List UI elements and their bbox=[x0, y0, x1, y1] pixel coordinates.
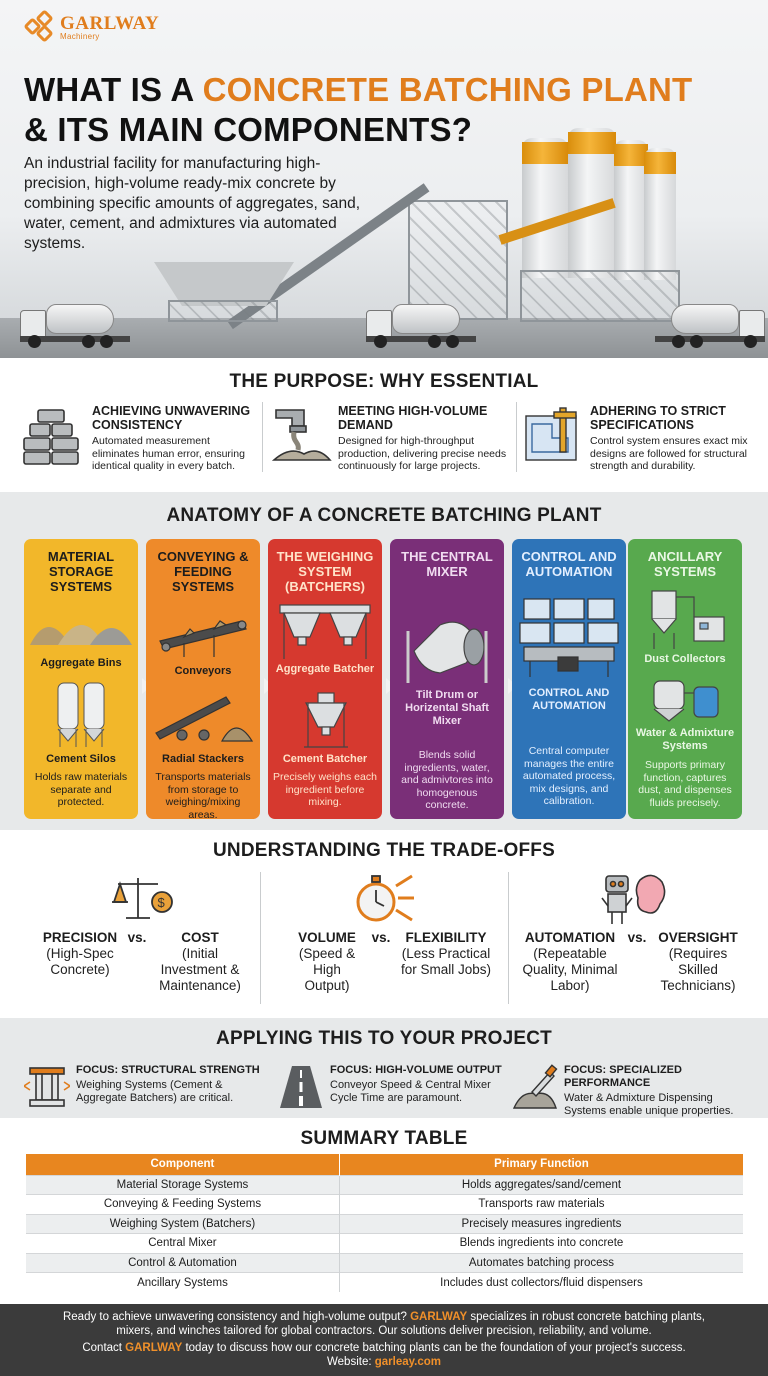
divider bbox=[508, 872, 509, 1004]
summary-section bbox=[0, 1118, 768, 1304]
table-cell: Ancillary Systems bbox=[26, 1273, 339, 1293]
table-header-row bbox=[26, 1154, 743, 1175]
radial-stacker-icon bbox=[152, 689, 254, 750]
svg-text:$: $ bbox=[157, 895, 165, 910]
card-weighing-system bbox=[268, 539, 382, 819]
purpose-title: THE PURPOSE: WHY ESSENTIAL bbox=[229, 371, 539, 392]
tradeoff-left-sub: (Repeatable Quality, Minimal Labor) bbox=[522, 946, 618, 993]
card-description: Central computer manages the entire automated process, mix designs, and calibration. bbox=[522, 745, 616, 807]
tradeoff-volume-flexibility bbox=[292, 930, 492, 994]
trowel-icon bbox=[512, 1064, 558, 1110]
table-row bbox=[26, 1234, 743, 1254]
table-cell: Material Storage Systems bbox=[26, 1175, 339, 1195]
purpose-body: Automated measurement eliminates human error, ensuring identical quality in every batch. bbox=[92, 435, 245, 472]
purpose-body: Control system ensures exact mix designs are followed for structural strength and durability. bbox=[590, 435, 748, 472]
card-description: Blends solid ingredients, water, and admivtores into homogenous concrete. bbox=[401, 749, 493, 811]
divider bbox=[262, 402, 263, 472]
card-title: THE WEIGHING SYSTEM (BATCHERS) bbox=[276, 549, 374, 594]
tradeoff-right: FLEXIBILITY bbox=[405, 930, 487, 945]
stacked-blocks-icon bbox=[20, 404, 82, 466]
footer-line: mixers, and winches tailored for global contractors. Our solutions deliver precision, reliability, and volume. bbox=[116, 1325, 652, 1337]
anatomy-section bbox=[0, 492, 768, 830]
intro-text: An industrial facility for manufacturing high-precision, high-volume ready-mix concrete by combining specific amounts of aggregates, sand, water, cement, and admixtures via automated systems. bbox=[24, 155, 361, 252]
card-label: Aggregate Batcher bbox=[275, 663, 375, 675]
card-title: THE CENTRAL MIXER bbox=[401, 549, 493, 579]
table-row bbox=[26, 1175, 743, 1195]
hexagon-logo-icon bbox=[24, 12, 54, 42]
table-cell: Includes dust collectors/fluid dispensers bbox=[339, 1273, 743, 1293]
card-label: Cement Batcher bbox=[282, 753, 368, 765]
summary-table bbox=[26, 1154, 743, 1292]
purpose-heading: MEETING HIGH-VOLUME DEMAND bbox=[338, 404, 488, 432]
conveyor-belt-icon bbox=[154, 611, 252, 664]
table-row bbox=[26, 1273, 743, 1293]
website-link[interactable]: garleay.com bbox=[374, 1356, 441, 1368]
card-material-storage bbox=[24, 539, 138, 819]
aggregate-batcher-icon bbox=[276, 601, 374, 666]
tradeoff-right: OVERSIGHT bbox=[658, 930, 738, 945]
table-cell: Conveying & Feeding Systems bbox=[26, 1195, 339, 1215]
brand-name: GARLWAY bbox=[60, 12, 160, 34]
footer-brand: GARLWAY bbox=[410, 1311, 468, 1323]
dust-collector-icon bbox=[638, 587, 732, 656]
purpose-item-specifications bbox=[522, 404, 762, 473]
apply-title: APPLYING THIS TO YOUR PROJECT bbox=[216, 1028, 552, 1049]
table-cell: Holds aggregates/sand/cement bbox=[339, 1175, 743, 1195]
table-cell: Control & Automation bbox=[26, 1253, 339, 1273]
purpose-body: Designed for high-throughput production, delivering precise needs continuously for large projects. bbox=[338, 435, 507, 472]
tradeoff-left: VOLUME bbox=[298, 930, 356, 945]
page-title-accent: CONCRETE BATCHING PLANT bbox=[202, 71, 693, 108]
tradeoff-left: PRECISION bbox=[42, 930, 118, 945]
card-label: Dust Collectors bbox=[644, 653, 726, 665]
table-cell: Transports raw materials bbox=[339, 1195, 743, 1215]
brand-logo[interactable] bbox=[24, 12, 159, 42]
apply-item-specialized bbox=[512, 1064, 752, 1118]
purpose-section bbox=[0, 358, 768, 492]
summary-title: SUMMARY TABLE bbox=[300, 1128, 468, 1149]
tradeoff-right-sub: (Less Practical for Small Jobs) bbox=[400, 946, 492, 977]
card-label: Conveyors bbox=[174, 665, 232, 677]
apply-body: Weighing Systems (Cement & Aggregate Batchers) are critical. bbox=[76, 1079, 234, 1104]
column-icon bbox=[24, 1064, 70, 1110]
tradeoff-left-sub: (Speed & High Output) bbox=[298, 946, 356, 993]
table-row bbox=[26, 1253, 743, 1273]
divider bbox=[516, 402, 517, 472]
apply-item-high-volume bbox=[278, 1064, 518, 1110]
table-cell: Blends ingredients into concrete bbox=[339, 1234, 743, 1254]
control-room-monitors-icon bbox=[518, 595, 620, 684]
apply-heading: FOCUS: STRUCTURAL STRENGTH bbox=[76, 1064, 260, 1076]
balance-scale-icon bbox=[110, 872, 174, 929]
apply-body: Conveyor Speed & Central Mixer Cycle Time are paramount. bbox=[330, 1079, 491, 1104]
card-title: CONVEYING & FEEDING SYSTEMS bbox=[157, 549, 249, 594]
tradeoff-left: AUTOMATION bbox=[524, 930, 616, 945]
water-tank-icon bbox=[650, 673, 722, 730]
apply-section bbox=[0, 1018, 768, 1118]
purpose-heading: ACHIEVING UNWAVERING CONSISTENCY bbox=[92, 404, 251, 432]
tradeoffs-title: UNDERSTANDING THE TRADE-OFFS bbox=[213, 840, 555, 861]
table-header: Component bbox=[26, 1154, 339, 1175]
tradeoffs-section bbox=[0, 830, 768, 1018]
pipe-pouring-icon bbox=[270, 404, 332, 466]
table-header: Primary Function bbox=[339, 1154, 743, 1175]
page-title: WHAT IS A CONCRETE BATCHING PLANT & ITS MAIN COMPONENTS? bbox=[24, 71, 693, 148]
aggregate-piles-icon bbox=[30, 605, 132, 652]
purpose-item-consistency bbox=[20, 404, 260, 473]
card-title: CONTROL AND AUTOMATION bbox=[521, 549, 617, 579]
brand-sub: Machinery bbox=[60, 31, 100, 41]
table-row bbox=[26, 1214, 743, 1234]
tradeoff-right-sub: (Initial Investment & Maintenance) bbox=[159, 946, 241, 993]
purpose-item-volume bbox=[270, 404, 510, 473]
card-description: Precisely weighs each ingredient before mixing. bbox=[273, 771, 377, 808]
table-row bbox=[26, 1195, 743, 1215]
table-cell: Central Mixer bbox=[26, 1234, 339, 1254]
card-central-mixer bbox=[390, 539, 504, 819]
card-label: CONTROL AND AUTOMATION bbox=[528, 687, 610, 712]
robot-brain-icon bbox=[600, 870, 668, 931]
vs-label: vs. bbox=[127, 930, 147, 945]
apply-heading: FOCUS: HIGH-VOLUME OUTPUT bbox=[330, 1064, 502, 1076]
footer-cta: Ready to achieve unwavering consistency and high-volume output? GARLWAY specializes in robust concrete batching plants, mixers, and winches tailored for global contractors. Our solutions deliver precision, reliability, and volume. Contact GARLWAY today to discuss how our concrete batching plants can be the foundation of your project's success. Website: garleay.com bbox=[0, 1304, 768, 1376]
table-cell: Automates batching process bbox=[339, 1253, 743, 1273]
stopwatch-arrows-icon bbox=[352, 870, 416, 931]
apply-item-structural bbox=[24, 1064, 264, 1110]
cement-batcher-icon bbox=[300, 691, 352, 754]
card-label: Water & Admixture Systems bbox=[635, 727, 735, 752]
road-icon bbox=[278, 1064, 324, 1110]
anatomy-title: ANATOMY OF A CONCRETE BATCHING PLANT bbox=[166, 505, 602, 526]
cement-silos-icon bbox=[54, 679, 110, 754]
tradeoff-automation-oversight bbox=[522, 930, 740, 994]
vs-label: vs. bbox=[371, 930, 391, 945]
table-cell: Weighing System (Batchers) bbox=[26, 1214, 339, 1234]
tradeoff-precision-cost bbox=[40, 930, 246, 994]
card-label: Tilt Drum or Horizental Shaft Mixer bbox=[405, 689, 489, 727]
card-ancillary-systems bbox=[628, 539, 742, 819]
hero-section bbox=[0, 0, 768, 358]
card-label: Aggregate Bins bbox=[40, 657, 122, 669]
purpose-heading: ADHERING TO STRICT SPECIFICATIONS bbox=[590, 404, 726, 432]
blueprint-caliper-icon bbox=[522, 404, 584, 466]
card-description: Holds raw materials separate and protected. bbox=[34, 771, 128, 808]
card-control-automation bbox=[512, 539, 626, 819]
tradeoff-right: COST bbox=[181, 930, 219, 945]
apply-heading: FOCUS: SPECIALIZED PERFORMANCE bbox=[564, 1064, 682, 1089]
divider bbox=[260, 872, 261, 1004]
card-conveying-feeding bbox=[146, 539, 260, 819]
tradeoff-left-sub: (High-Spec Concrete) bbox=[46, 946, 114, 977]
card-label: Radial Stackers bbox=[162, 753, 244, 765]
footer-brand: GARLWAY bbox=[125, 1342, 183, 1354]
card-title: ANCILLARY SYSTEMS bbox=[647, 549, 723, 579]
table-cell: Precisely measures ingredients bbox=[339, 1214, 743, 1234]
vs-label: vs. bbox=[627, 930, 647, 945]
apply-body: Water & Admixture Dispensing Systems enable unique properties. bbox=[564, 1092, 734, 1117]
tilt-drum-mixer-icon bbox=[400, 611, 494, 690]
card-description: Supports primary function, captures dust, and dispenses fluids precisely. bbox=[638, 759, 732, 809]
card-title: MATERIAL STORAGE SYSTEMS bbox=[47, 549, 115, 594]
card-description: Transports materials from storage to weighing/mixing areas. bbox=[155, 771, 251, 821]
tradeoff-right-sub: (Requires Skilled Technicians) bbox=[660, 946, 736, 993]
card-label: Cement Silos bbox=[46, 753, 116, 765]
